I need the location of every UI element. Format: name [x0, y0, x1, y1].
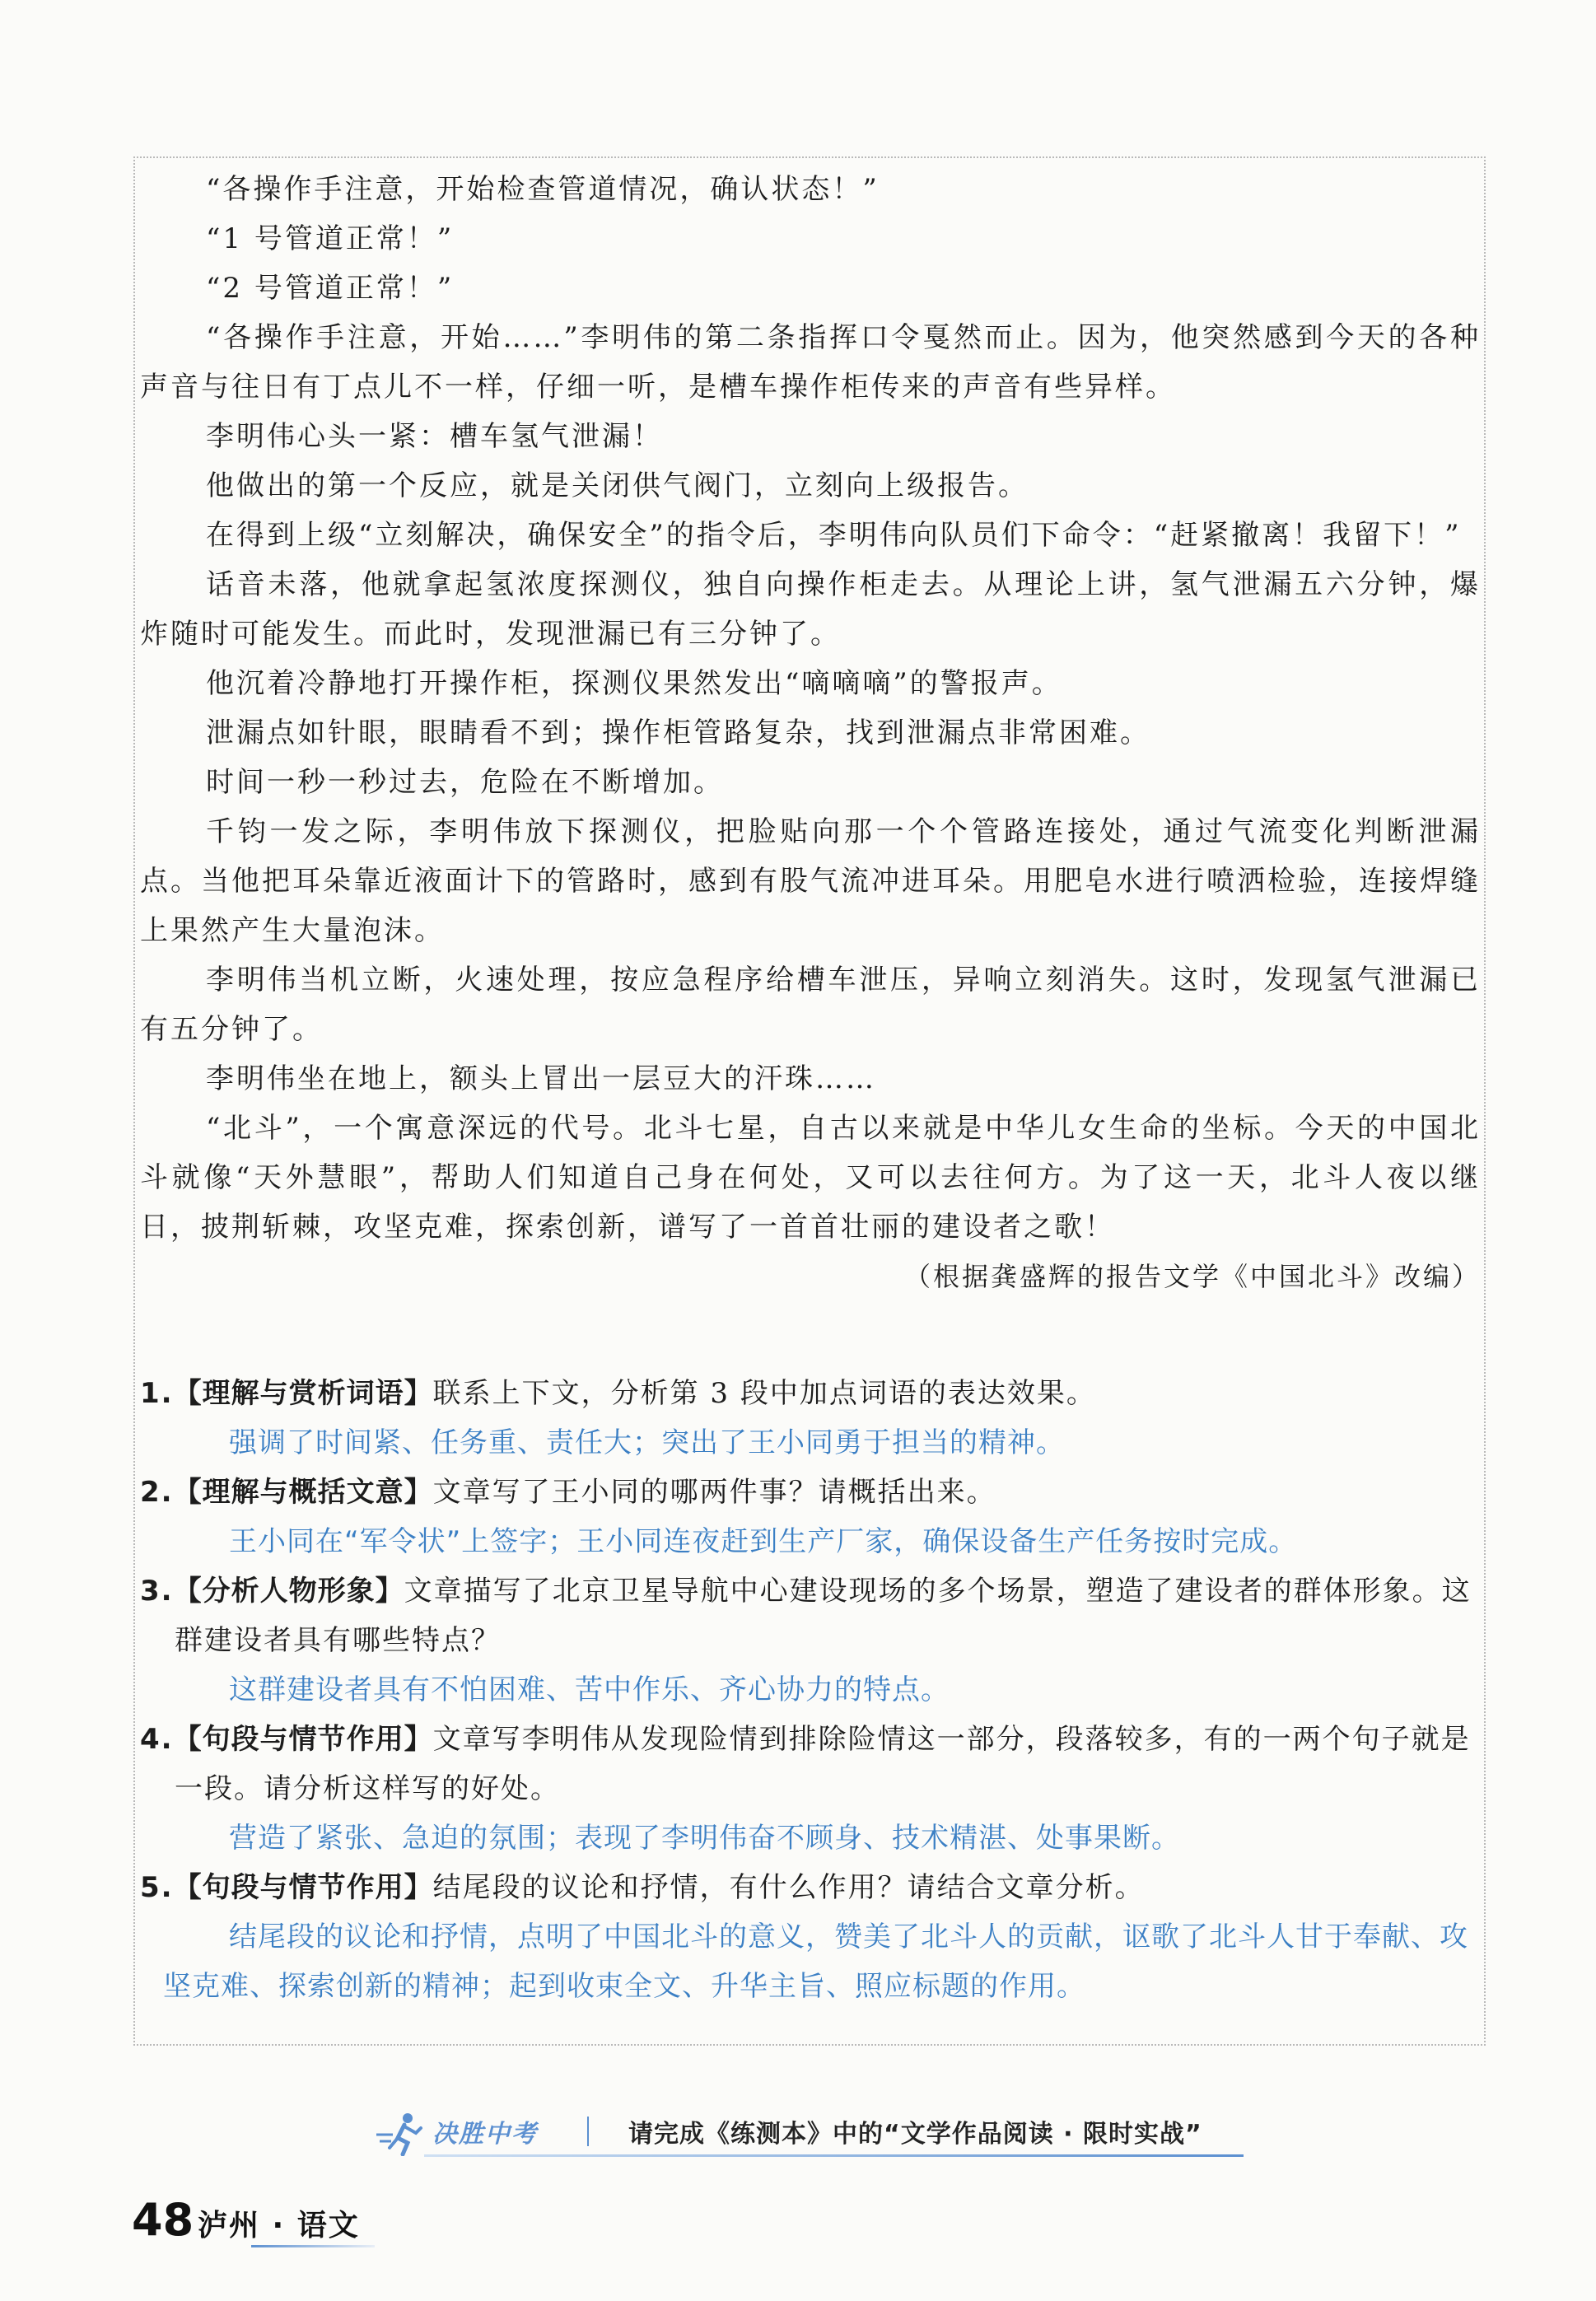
passage-paragraph: 千钧一发之际，李明伟放下探测仪，把脸贴向那一个个管路连接处，通过气流变化判断泄漏点。当他把耳朵靠近液面计下的管路时，感到有股气流冲进耳朵。用肥皂水进行喷洒检验，连接焊缝上果然产生大量泡沫。	[140, 815, 1481, 947]
passage-paragraph: 李明伟坐在地上，额头上冒出一层豆大的汗珠……	[206, 1062, 876, 1095]
page-number: 48	[132, 2194, 194, 2246]
question-section	[140, 1369, 1481, 2011]
question-text: 结尾段的议论和抒情，有什么作用？请结合文章分析。	[432, 1871, 1145, 1904]
question-text: 联系上下文，分析第 3 段中加点词语的表达效果。	[432, 1377, 1096, 1410]
question-number: 4.	[140, 1723, 174, 1756]
passage-paragraph: “各操作手注意，开始……”李明伟的第二条指挥口令戛然而止。因为，他突然感到今天的各种声音与往日有丁点儿不一样，仔细一听，是槽车操作柜传来的声音有些异样。	[140, 321, 1481, 404]
question-text: 文章写李明伟从发现险情到排除险情这一部分，段落较多，有的一两个句子就是一段。请分析这样写的好处。	[175, 1723, 1471, 1805]
footer-underline	[251, 2245, 375, 2247]
answer-2: 王小同在“军令状”上签字；王小同连夜赶到生产厂家，确保设备生产任务按时完成。	[229, 1525, 1298, 1558]
question-tag: 【句段与情节作用】	[173, 1723, 433, 1756]
question-tag: 【分析人物形象】	[173, 1575, 404, 1608]
question-4	[140, 1715, 1481, 1813]
passage-paragraph: 话音未落，他就拿起氢浓度探测仪，独自向操作柜走去。从理论上讲，氢气泄漏五六分钟，爆炸随时可能发生。而此时，发现泄漏已有三分钟了。	[140, 568, 1481, 651]
passage-paragraph: 在得到上级“立刻解决，确保安全”的指令后，李明伟向队员们下命令：“赶紧撤离！我留下！”	[206, 519, 1462, 552]
passage-paragraph: “北斗”，一个寓意深远的代号。北斗七星，自古以来就是中华儿女生命的坐标。今天的中国北斗就像“天外慧眼”，帮助人们知道自己身在何处，又可以去往何方。为了这一天，北斗人夜以继日，披荆斩棘，攻坚克难，探索创新，谱写了一首首壮丽的建设者之歌！	[140, 1112, 1481, 1244]
answer-4: 营造了紧张、急迫的氛围；表现了李明伟奋不顾身、技术精湛、处事果断。	[229, 1822, 1180, 1855]
answer-5: 结尾段的议论和抒情，点明了中国北斗的意义，赞美了北斗人的贡献，讴歌了北斗人甘于奉献、攻坚克难、探索创新的精神；起到收束全文、升华主旨、照应标题的作用。	[163, 1921, 1468, 2003]
passage-paragraph: 泄漏点如针眼，眼睛看不到；操作柜管路复杂，找到泄漏点非常困难。	[206, 716, 1150, 749]
question-tag: 【理解与赏析词语】	[173, 1377, 433, 1410]
question-5	[140, 1863, 1481, 1912]
practice-banner	[375, 2108, 1244, 2159]
banner-underline	[424, 2154, 1244, 2157]
question-number: 1.	[140, 1377, 174, 1410]
brand-logo-text: 决胜中考	[432, 2120, 538, 2149]
banner-divider	[587, 2117, 589, 2146]
passage-paragraph: 他做出的第一个反应，就是关闭供气阀门，立刻向上级报告。	[206, 469, 1029, 502]
question-text: 文章描写了北京卫星导航中心建设现场的多个场景，塑造了建设者的群体形象。这群建设者具有哪些特点？	[175, 1575, 1472, 1657]
question-number: 2.	[140, 1476, 174, 1509]
question-number: 3.	[140, 1575, 174, 1608]
passage-paragraph: 李明伟心头一紧：槽车氢气泄漏！	[206, 420, 663, 453]
banner-message: 请完成《练测本》中的“文学作品阅读 · 限时实战”	[628, 2120, 1202, 2149]
book-title: 泸州 · 语文	[198, 2209, 360, 2243]
passage-paragraph: 他沉着冷静地打开操作柜，探测仪果然发出“嘀嘀嘀”的警报声。	[206, 667, 1062, 700]
passage-paragraph: “各操作手注意，开始检查管道情况，确认状态！”	[206, 173, 880, 206]
passage-paragraph: “2 号管道正常！”	[206, 272, 455, 305]
passage-paragraph: “1 号管道正常！”	[206, 222, 455, 255]
passage-paragraph: 李明伟当机立断，火速处理，按应急程序给槽车泄压，异响立刻消失。这时，发现氢气泄漏已有五分钟了。	[140, 964, 1481, 1046]
question-tag: 【句段与情节作用】	[173, 1871, 433, 1904]
passage-source: （根据龚盛辉的报告文学《中国北斗》改编）	[903, 1261, 1481, 1292]
passage-paragraph: 时间一秒一秒过去，危险在不断增加。	[206, 766, 724, 799]
question-text: 文章写了王小同的哪两件事？请概括出来。	[432, 1476, 996, 1509]
question-tag: 【理解与概括文意】	[173, 1476, 433, 1509]
answer-1: 强调了时间紧、任务重、责任大；突出了王小同勇于担当的精神。	[229, 1426, 1065, 1459]
question-1	[140, 1369, 1481, 1418]
runner-icon	[375, 2110, 424, 2156]
question-3	[140, 1566, 1481, 1665]
reading-passage	[140, 165, 1481, 1301]
question-number: 5.	[140, 1871, 174, 1904]
answer-3: 这群建设者具有不怕困难、苦中作乐、齐心协力的特点。	[229, 1673, 950, 1706]
question-2	[140, 1468, 1481, 1517]
